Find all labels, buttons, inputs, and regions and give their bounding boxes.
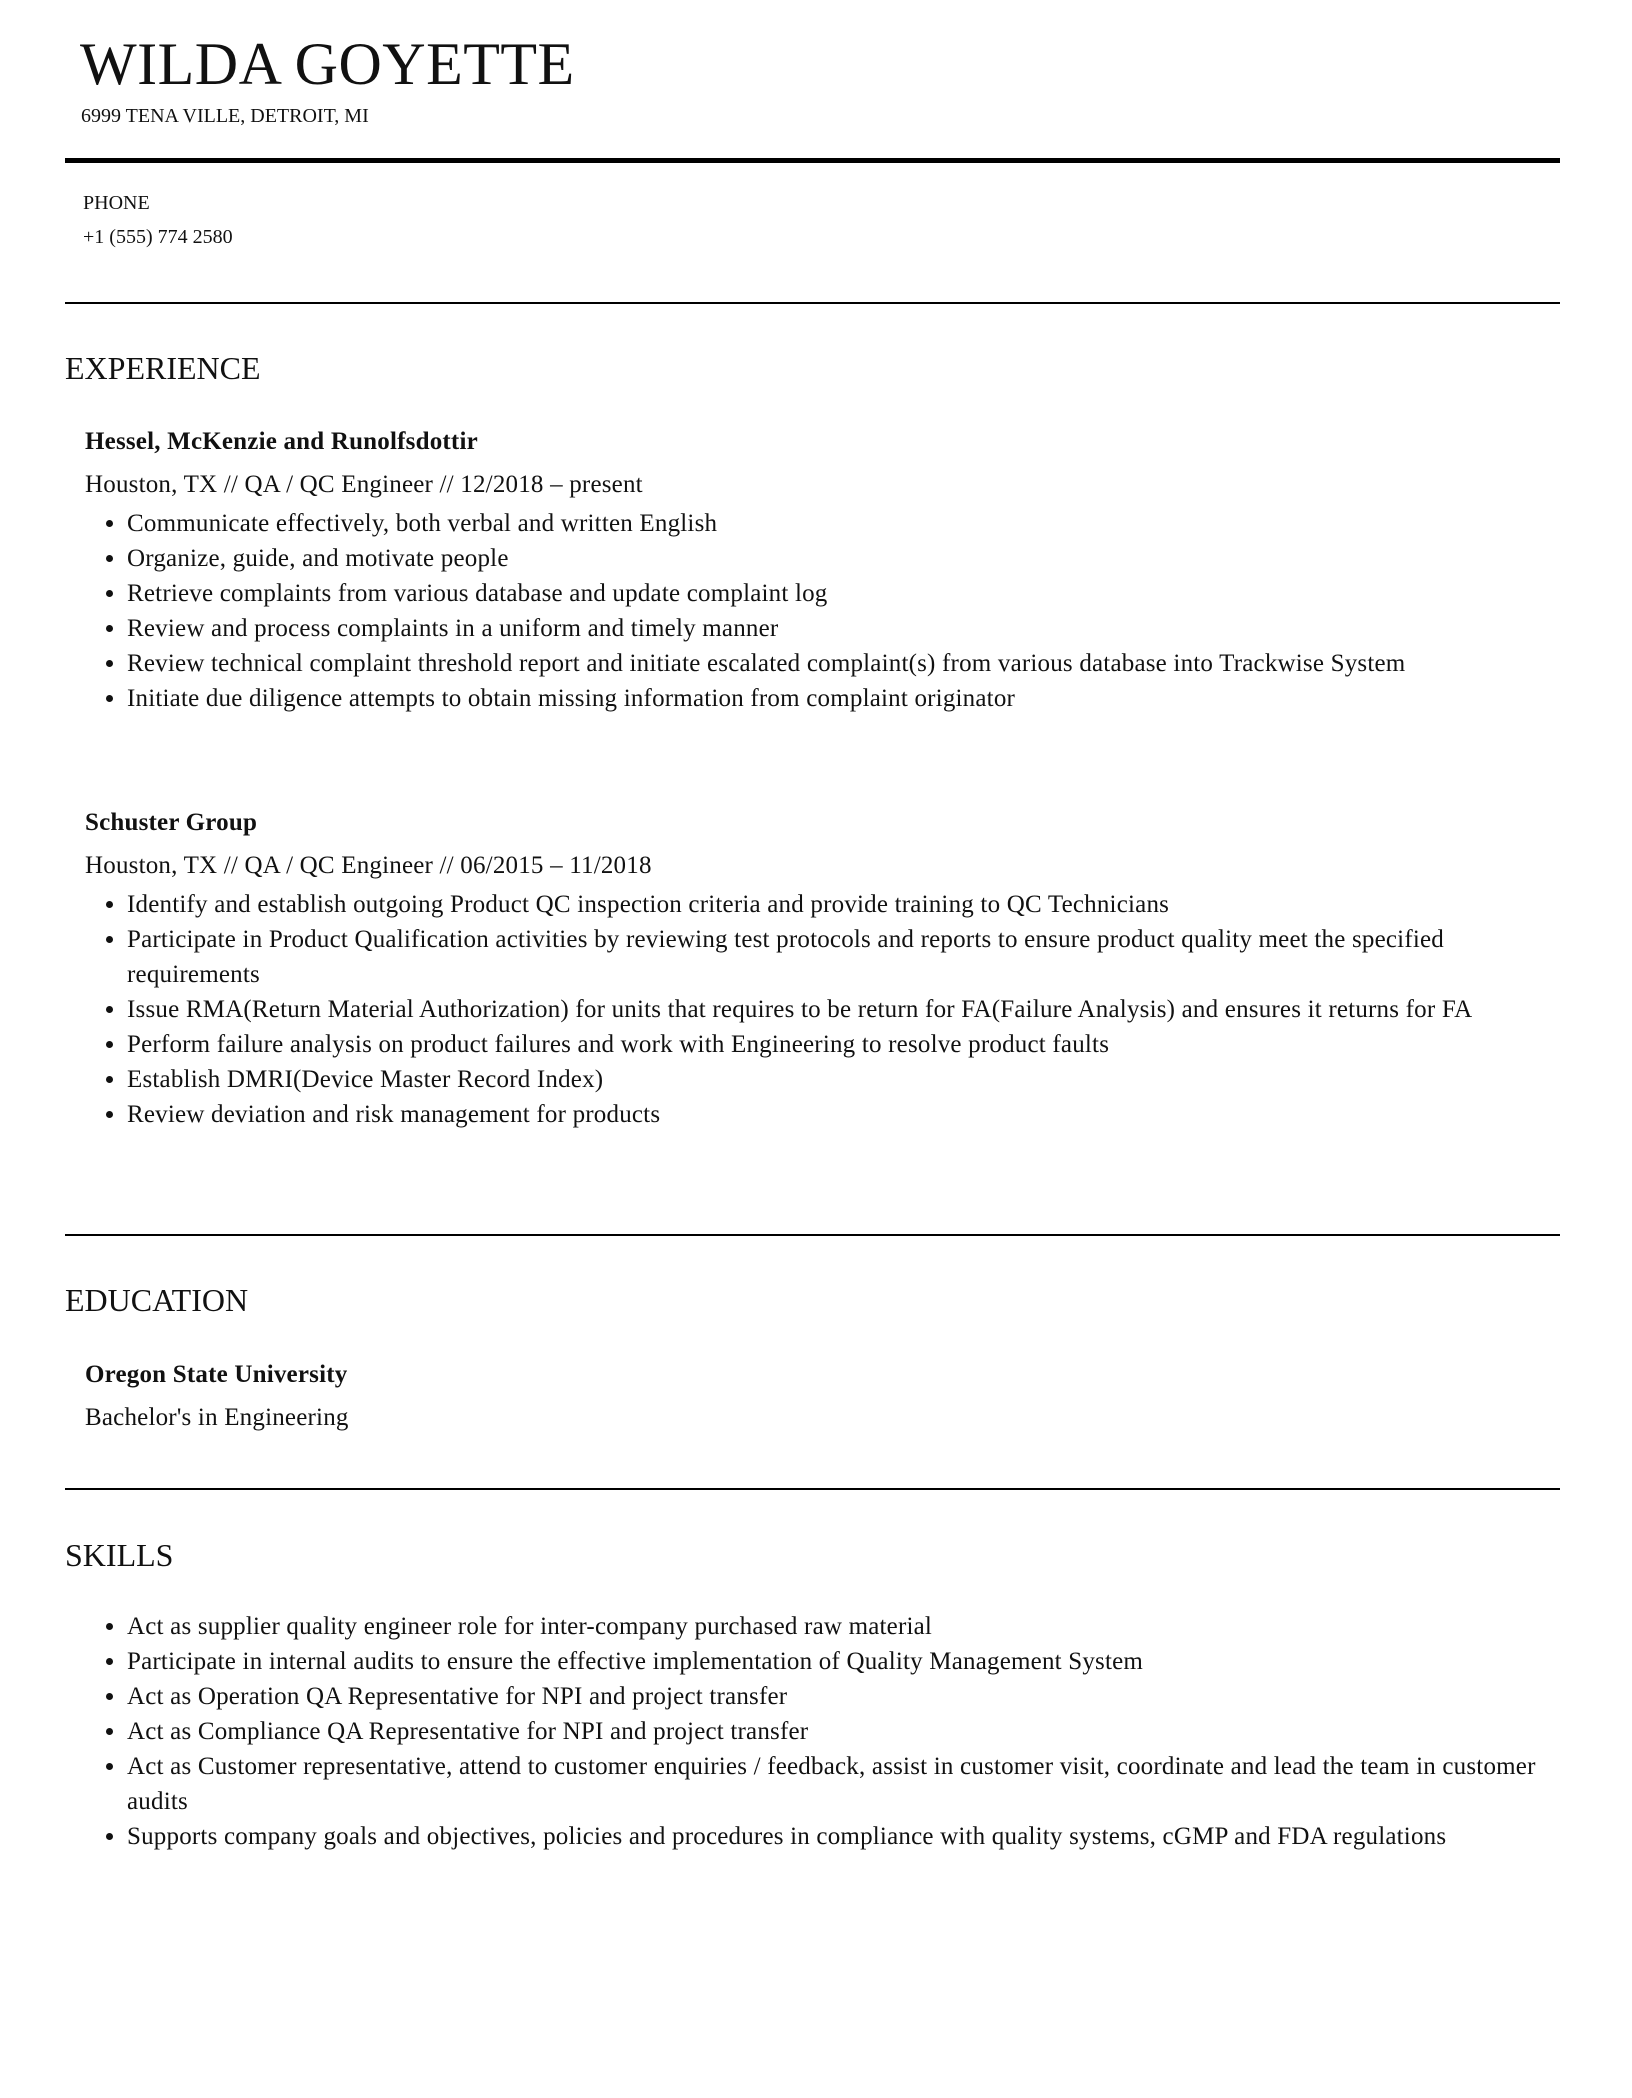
list-item: • Act as supplier quality engineer role for inter-company purchased raw material xyxy=(127,1609,1550,1644)
job-meta: Houston, TX // QA / QC Engineer // 12/2018 – present xyxy=(85,471,643,498)
job-entry xyxy=(85,801,1550,1132)
list-item: • Supports company goals and objectives, policies and procedures in compliance with quality systems, cGMP and FDA regulations xyxy=(127,1819,1550,1854)
header-divider xyxy=(65,158,1560,163)
education-entry xyxy=(85,1353,1550,1439)
list-item: • Participate in Product Qualification activities by reviewing test protocols and reports to ensure product quality meet the specified requirements xyxy=(127,922,1550,992)
list-item: • Initiate due diligence attempts to obtain missing information from complaint originator xyxy=(127,681,1550,716)
list-item: • Perform failure analysis on product failures and work with Engineering to resolve product faults xyxy=(127,1027,1550,1062)
skills-heading: SKILLS xyxy=(65,1537,174,1573)
school-name: Oregon State University xyxy=(85,1361,348,1388)
job-entry xyxy=(85,420,1550,716)
job-bullets xyxy=(85,506,1550,716)
company-name: Schuster Group xyxy=(85,809,258,836)
experience-heading: EXPERIENCE xyxy=(65,350,261,386)
list-item: • Act as Customer representative, attend to customer enquiries / feedback, assist in customer visit, coordinate and lead the team in customer audits xyxy=(127,1749,1550,1819)
job-meta: Houston, TX // QA / QC Engineer // 06/2015 – 11/2018 xyxy=(85,852,652,879)
phone-value: +1 (555) 774 2580 xyxy=(83,226,233,248)
section-divider xyxy=(65,1488,1560,1490)
list-item: • Issue RMA(Return Material Authorization) for units that requires to be return for FA(Failure Analysis) and ensures it returns for FA xyxy=(127,992,1550,1027)
list-item: • Review deviation and risk management for products xyxy=(127,1097,1550,1132)
list-item: • Retrieve complaints from various database and update complaint log xyxy=(127,576,1550,611)
list-item: • Act as Compliance QA Representative for NPI and project transfer xyxy=(127,1714,1550,1749)
list-item: • Review and process complaints in a uniform and timely manner xyxy=(127,611,1550,646)
list-item: • Establish DMRI(Device Master Record Index) xyxy=(127,1062,1550,1097)
education-heading: EDUCATION xyxy=(65,1282,249,1318)
company-name: Hessel, McKenzie and Runolfsdottir xyxy=(85,428,478,455)
section-divider xyxy=(65,1234,1560,1236)
list-item: • Act as Operation QA Representative for NPI and project transfer xyxy=(127,1679,1550,1714)
job-bullets xyxy=(85,887,1550,1132)
candidate-name: WILDA GOYETTE xyxy=(80,31,575,97)
phone-label: PHONE xyxy=(83,192,150,214)
section-divider xyxy=(65,302,1560,304)
list-item: • Participate in internal audits to ensure the effective implementation of Quality Management System xyxy=(127,1644,1550,1679)
list-item: • Identify and establish outgoing Product QC inspection criteria and provide training to QC Technicians xyxy=(127,887,1550,922)
degree: Bachelor's in Engineering xyxy=(85,1404,349,1431)
skills-bullets xyxy=(85,1609,1550,1854)
list-item: • Communicate effectively, both verbal and written English xyxy=(127,506,1550,541)
list-item: • Organize, guide, and motivate people xyxy=(127,541,1550,576)
list-item: • Review technical complaint threshold report and initiate escalated complaint(s) from various database into Trackwise System xyxy=(127,646,1550,681)
skills-list xyxy=(85,1609,1550,1854)
address: 6999 TENA VILLE, DETROIT, MI xyxy=(81,105,369,127)
